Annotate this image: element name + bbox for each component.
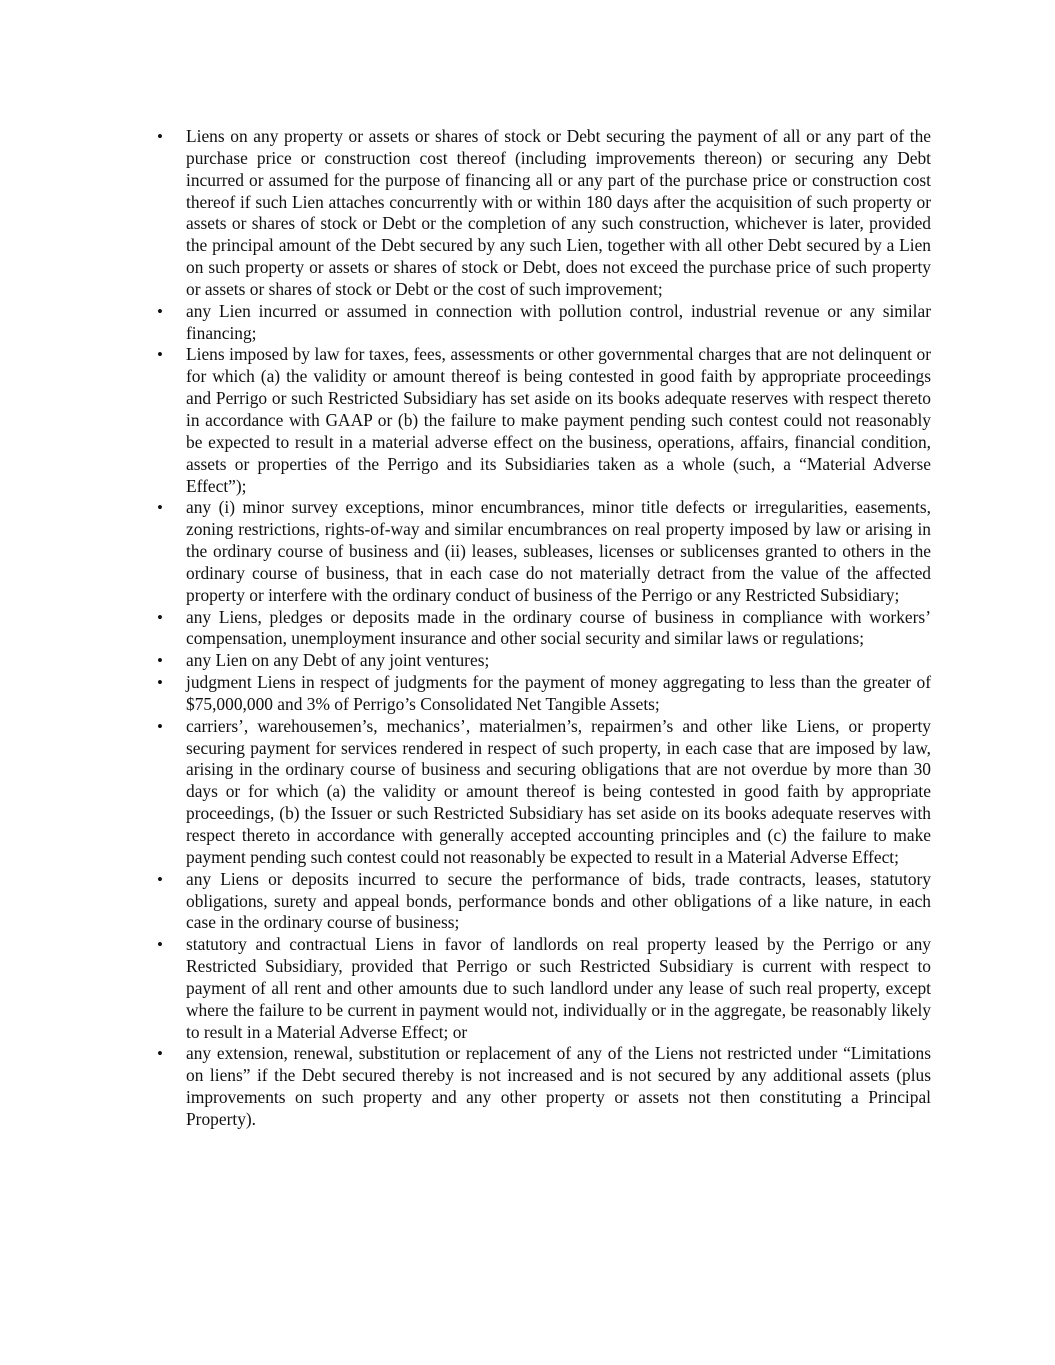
bullet-item: [150, 869, 931, 935]
bullet-icon: •: [157, 716, 163, 736]
bullet-icon: •: [157, 498, 163, 518]
bullet-text: judgment Liens in respect of judgments for the payment of money aggregating to less than the greater of $75,000,000 and 3% of Perrigo’s Consolidated Net Tangible Assets;: [186, 672, 931, 714]
bullet-icon: •: [157, 345, 163, 365]
bullet-icon: •: [157, 673, 163, 693]
bullet-text: any (i) minor survey exceptions, minor encumbrances, minor title defects or irregularities, easements, zoning restrictions, rights-of-way and similar encumbrances on real property imposed by law or arising in the ordinary course of business and (ii) leases, subleases, licenses or sublicenses granted to others in the ordinary course of business, that in each case do not materially detract from the value of the affected property or interfere with the ordinary conduct of business of the Perrigo or any Restricted Subsidiary;: [186, 497, 931, 605]
bullet-text: statutory and contractual Liens in favor of landlords on real property leased by the Perrigo or any Restricted Subsidiary, provided that Perrigo or such Restricted Subsidiary is current with respect to payment of all rent and other amounts due to such landlord under any lease of such real property, except where the failure to be current in payment would not, individually or in the aggregate, be reasonably likely to result in a Material Adverse Effect; or: [186, 934, 931, 1042]
bullet-item: [150, 716, 931, 869]
bullet-icon: •: [157, 301, 163, 321]
bullet-item: [150, 497, 931, 606]
bullet-text: any Lien incurred or assumed in connection with pollution control, industrial revenue or any similar financing;: [186, 300, 931, 343]
bullet-icon: •: [157, 869, 163, 889]
bullet-icon: •: [157, 935, 163, 955]
bullet-item: [150, 126, 931, 301]
bullet-icon: •: [157, 127, 163, 146]
bullet-item: [150, 607, 931, 651]
bullet-text: carriers’, warehousemen’s, mechanics’, materialmen’s, repairmen’s and other like Liens, or property securing payment for services rendered in respect of such property, in each case that are imposed by law, arising in the ordinary course of business and securing obligations that are not overdue by more than 30 days or for which (a) the validity or amount thereof is being contested in good faith by appropriate proceedings, (b) the Issuer or such Restricted Subsidiary has set aside on its books adequate reserves with respect thereto in accordance with generally accepted accounting principles and (c) the failure to make payment pending such contest could not reasonably be expected to result in a Material Adverse Effect;: [186, 715, 931, 867]
bullet-item: [150, 1043, 931, 1130]
bullet-item: [150, 934, 931, 1043]
bullet-text: Liens on any property or assets or shares of stock or Debt securing the payment of all or any part of the purchase price or construction cost thereof (including improvements thereon) or securing any Debt incurred or assumed for the purpose of financing all or any part of the purchase price or construction cost thereof if such Lien attaches concurrently with or within 180 days after the acquisition of such property or assets or shares of stock or Debt or the completion of any such construction, whichever is later, provided the principal amount of the Debt secured by any such Lien, together with all other Debt secured by a Lien on such property or assets or shares of stock or Debt, does not exceed the purchase price of such property or assets or shares of stock or Debt or the cost of such improvement;: [186, 126, 931, 299]
bullet-item: [150, 344, 931, 497]
bullet-icon: •: [157, 607, 163, 627]
bullet-text: Liens imposed by law for taxes, fees, assessments or other governmental charges that are not delinquent or for which (a) the validity or amount thereof is being contested in good faith by appropriate proceedings and Perrigo or such Restricted Subsidiary has set aside on its books adequate reserves with respect thereto in accordance with GAAP or (b) the failure to make payment pending such contest could not reasonably be expected to result in a material adverse effect on the business, operations, affairs, financial condition, assets or properties of the Perrigo and its Subsidiaries taken as a whole (such, a “Material Adverse Effect”);: [186, 344, 931, 496]
bullet-item: [150, 301, 931, 345]
bullet-item: [150, 650, 931, 672]
bullet-icon: •: [157, 651, 163, 671]
bullet-text: any Liens or deposits incurred to secure the performance of bids, trade contracts, leases, statutory obligations, surety and appeal bonds, performance bonds and other obligations of a like nature, in each case in the ordinary course of business;: [186, 868, 931, 933]
bullet-text: any extension, renewal, substitution or replacement of any of the Liens not restricted under “Limitations on liens” if the Debt secured thereby is not increased and is not secured by any additional assets (plus improvements on such property and any other property or assets not then constituting a Principal Property).: [186, 1043, 931, 1129]
bullet-item: [150, 672, 931, 716]
bullet-text: any Liens, pledges or deposits made in the ordinary course of business in compliance with workers’ compensation, unemployment insurance and other social security and similar laws or regulations;: [186, 606, 931, 649]
bullet-text: any Lien on any Debt of any joint ventures;: [186, 650, 490, 671]
bullet-icon: •: [157, 1044, 163, 1064]
liens-bullet-list: [150, 126, 931, 1131]
